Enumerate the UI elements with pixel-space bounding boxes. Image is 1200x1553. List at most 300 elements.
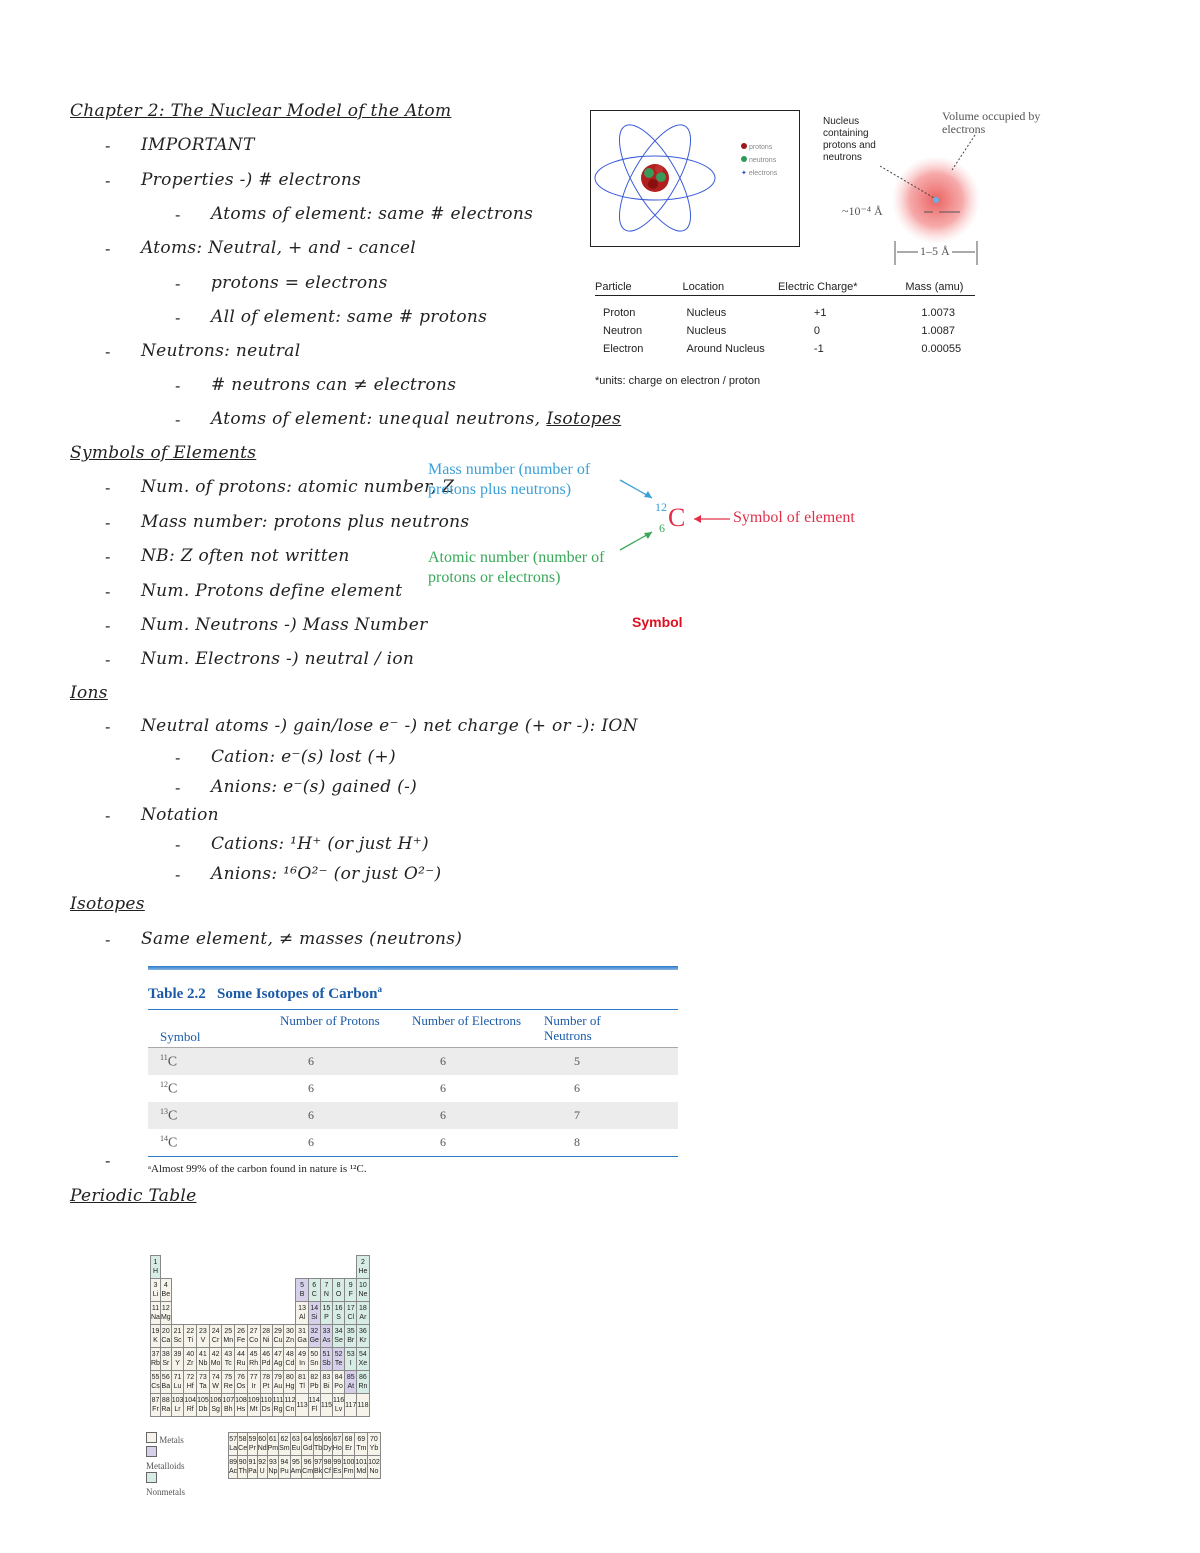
legend-metalloids: Metalloids bbox=[146, 1461, 185, 1471]
atomic-number: 118 bbox=[357, 1401, 369, 1409]
particle-cell: Proton bbox=[603, 307, 636, 319]
atomic-number: 21 bbox=[173, 1328, 182, 1335]
atomic-number: 110 bbox=[260, 1397, 272, 1404]
atomic-number: 93 bbox=[268, 1459, 277, 1466]
isotope-element: C bbox=[168, 1081, 178, 1097]
bullet-dash: - bbox=[105, 718, 111, 736]
element-cell bbox=[320, 1394, 332, 1417]
atomic-number: 55 bbox=[151, 1374, 160, 1381]
element-cell bbox=[357, 1302, 369, 1325]
atomic-number: 16 bbox=[334, 1305, 343, 1312]
element-cell bbox=[222, 1325, 235, 1348]
element-symbol: Bh bbox=[224, 1406, 233, 1413]
particle-cell: +1 bbox=[813, 307, 827, 319]
element-symbol: Cu bbox=[273, 1337, 283, 1344]
particle-cell: 0.00055 bbox=[921, 343, 962, 355]
element-cell bbox=[209, 1348, 222, 1371]
atomic-number: 2 bbox=[360, 1259, 365, 1266]
element-cell bbox=[308, 1348, 320, 1371]
empty-cell bbox=[272, 1302, 284, 1325]
element-symbol: Rn bbox=[358, 1383, 368, 1390]
element-symbol: B bbox=[299, 1291, 305, 1298]
element-symbol: Rh bbox=[249, 1360, 259, 1367]
atomic-number: 97 bbox=[314, 1459, 323, 1466]
isotope-neutrons-cell: 5 bbox=[574, 1054, 580, 1068]
note-text: Anions: ¹⁶O²⁻ (or just O²⁻) bbox=[211, 864, 442, 884]
atomic-number: 111 bbox=[272, 1397, 284, 1404]
particle-header-0: Particle bbox=[595, 281, 632, 293]
chapter-item bbox=[211, 273, 388, 293]
element-symbol: Md bbox=[356, 1468, 367, 1475]
element-symbol: Am bbox=[290, 1468, 302, 1475]
element-cell bbox=[272, 1371, 284, 1394]
atomic-number: 74 bbox=[211, 1374, 220, 1381]
element-symbol: Pu bbox=[280, 1468, 289, 1475]
element-cell bbox=[260, 1371, 272, 1394]
element-cell bbox=[333, 1279, 345, 1302]
element-cell bbox=[248, 1433, 258, 1456]
particle-cell: -1 bbox=[813, 343, 824, 355]
isotope-table-num: Table 2.2 bbox=[148, 986, 206, 1002]
element-cell bbox=[333, 1325, 345, 1348]
element-symbol: Os bbox=[236, 1383, 246, 1390]
element-symbol: O bbox=[335, 1291, 342, 1298]
element-symbol: Np bbox=[268, 1468, 278, 1475]
mass-number-label: Mass number (number of protons plus neutrons) bbox=[428, 461, 591, 498]
note-text: Atoms of element: same # electrons bbox=[211, 204, 534, 224]
atomic-number: 47 bbox=[274, 1351, 282, 1358]
element-cell bbox=[238, 1456, 248, 1479]
element-cell bbox=[296, 1348, 308, 1371]
element-cell bbox=[260, 1348, 272, 1371]
symbols-item bbox=[141, 477, 454, 497]
element-symbol: Er bbox=[345, 1445, 353, 1452]
atomic-number: 42 bbox=[211, 1351, 220, 1358]
element-symbol: Zr bbox=[186, 1360, 194, 1367]
periodic-row bbox=[151, 1325, 370, 1348]
element-cell bbox=[333, 1394, 345, 1417]
bullet-dash: - bbox=[175, 275, 181, 293]
element-cell bbox=[302, 1433, 314, 1456]
empty-cell bbox=[284, 1256, 296, 1279]
element-symbol: Dy bbox=[323, 1445, 332, 1452]
particle-cell: 1.0073 bbox=[921, 307, 955, 319]
atomic-number-label: Atomic number (number of protons or electrons) bbox=[428, 549, 605, 586]
legend-neutrons: neutrons bbox=[748, 157, 777, 164]
bullet-dash: - bbox=[175, 377, 181, 395]
empty-cell bbox=[284, 1279, 296, 1302]
element-symbol: Ar bbox=[359, 1314, 367, 1321]
empty-cell bbox=[345, 1256, 357, 1279]
element-cell bbox=[284, 1371, 296, 1394]
element-cell bbox=[296, 1394, 308, 1417]
isotope-protons-cell: 6 bbox=[308, 1108, 314, 1122]
atomic-number: 7 bbox=[324, 1282, 329, 1289]
element-symbol: Au bbox=[273, 1383, 283, 1390]
element-cell bbox=[290, 1433, 302, 1456]
atomic-number: 95 bbox=[291, 1459, 300, 1466]
legend-protons: protons bbox=[748, 144, 773, 151]
element-symbol: N bbox=[323, 1291, 329, 1298]
element-cell bbox=[171, 1348, 184, 1371]
atomic-number: 11 bbox=[151, 1305, 160, 1312]
empty-cell bbox=[260, 1279, 272, 1302]
element-cell bbox=[151, 1279, 161, 1302]
element-cell bbox=[257, 1456, 267, 1479]
legend-nonmetals: Nonmetals bbox=[146, 1487, 185, 1497]
element-symbol: Zn bbox=[285, 1337, 294, 1344]
element-symbol: Cm bbox=[302, 1468, 314, 1475]
element-symbol: Sm bbox=[279, 1445, 290, 1452]
isotope-mass: 11 bbox=[160, 1052, 168, 1062]
element-cell bbox=[151, 1325, 161, 1348]
element-symbol: Tb bbox=[314, 1445, 323, 1452]
element-symbol: Ho bbox=[332, 1445, 342, 1452]
note-text: Neutrons: neutral bbox=[141, 341, 301, 361]
atomic-number: 82 bbox=[310, 1374, 319, 1381]
element-symbol: Db bbox=[198, 1406, 208, 1413]
element-cell bbox=[279, 1456, 291, 1479]
atomic-number: 113 bbox=[296, 1401, 308, 1409]
element-cell bbox=[345, 1325, 357, 1348]
particle-footnote: *units: charge on electron / proton bbox=[595, 375, 761, 387]
note-text: Num. Protons define element bbox=[141, 581, 403, 601]
element-symbol: Br bbox=[347, 1337, 355, 1344]
chapter-item bbox=[141, 135, 255, 155]
atomic-number-value: 6 bbox=[659, 521, 665, 535]
element-cell bbox=[355, 1456, 368, 1479]
element-symbol: I bbox=[349, 1360, 352, 1367]
isotope-electrons-cell: 6 bbox=[440, 1135, 446, 1149]
element-cell bbox=[160, 1302, 171, 1325]
atomic-number: 115 bbox=[320, 1401, 332, 1409]
element-cell bbox=[357, 1348, 369, 1371]
empty-cell bbox=[171, 1279, 184, 1302]
ions-item bbox=[141, 716, 638, 736]
empty-cell bbox=[235, 1279, 248, 1302]
element-symbol: C bbox=[668, 503, 686, 532]
element-cell bbox=[235, 1348, 248, 1371]
element-cell bbox=[257, 1433, 267, 1456]
note-text: protons = electrons bbox=[211, 273, 388, 293]
bullet-dash: - bbox=[105, 807, 111, 825]
atomic-number: 40 bbox=[186, 1351, 195, 1358]
isotope-electrons-cell: 6 bbox=[440, 1081, 446, 1095]
element-symbol: S bbox=[336, 1314, 341, 1321]
atomic-number: 77 bbox=[249, 1374, 258, 1381]
symbols-item bbox=[141, 615, 428, 635]
size-small-label: ~10⁻⁴ Å bbox=[842, 204, 883, 218]
element-cell bbox=[248, 1456, 258, 1479]
element-cell bbox=[345, 1371, 357, 1394]
element-symbol: Kr bbox=[359, 1337, 367, 1344]
isotope-symbol bbox=[148, 1107, 280, 1125]
atomic-number: 84 bbox=[334, 1374, 343, 1381]
element-symbol: Al bbox=[298, 1314, 306, 1321]
isotope-mass: 13 bbox=[160, 1106, 168, 1116]
empty-cell bbox=[209, 1279, 222, 1302]
bullet-dash: - bbox=[105, 172, 111, 190]
legend-metals: Metals bbox=[159, 1435, 184, 1445]
note-text: Neutral atoms -) gain/lose e⁻ -) net charge (+ or -): ION bbox=[141, 716, 638, 736]
element-cell bbox=[308, 1279, 320, 1302]
atomic-number: 62 bbox=[280, 1436, 289, 1443]
empty-cell bbox=[320, 1256, 332, 1279]
empty-cell bbox=[171, 1302, 184, 1325]
element-cell bbox=[279, 1433, 291, 1456]
element-symbol: Fr bbox=[152, 1406, 159, 1413]
atomic-number: 101 bbox=[355, 1459, 368, 1466]
empty-cell bbox=[260, 1256, 272, 1279]
isotope-row bbox=[148, 1129, 678, 1156]
element-symbol: Cf bbox=[323, 1468, 331, 1475]
element-symbol: Ge bbox=[309, 1337, 319, 1344]
element-symbol: He bbox=[358, 1268, 368, 1275]
element-cell bbox=[308, 1302, 320, 1325]
atomic-number: 103 bbox=[171, 1397, 184, 1404]
atomic-number: 41 bbox=[199, 1351, 207, 1358]
isotope-header-neutrons: Number of Neutrons bbox=[544, 1013, 601, 1043]
atomic-number: 81 bbox=[298, 1374, 306, 1381]
atomic-number: 3 bbox=[153, 1282, 158, 1289]
element-cell bbox=[197, 1325, 210, 1348]
atomic-number: 78 bbox=[262, 1374, 270, 1381]
element-symbol: Hf bbox=[186, 1383, 194, 1390]
element-cell bbox=[320, 1348, 332, 1371]
element-symbol: Es bbox=[333, 1468, 342, 1475]
symbol-caption: Symbol bbox=[632, 614, 683, 630]
atomic-number: 37 bbox=[151, 1351, 160, 1358]
element-symbol: Cr bbox=[211, 1337, 220, 1344]
element-symbol: Tc bbox=[224, 1360, 232, 1367]
element-cell bbox=[345, 1302, 357, 1325]
isotope-element: C bbox=[168, 1135, 178, 1151]
element-cell bbox=[368, 1456, 381, 1479]
element-cell bbox=[357, 1256, 369, 1279]
element-symbol: Na bbox=[151, 1314, 160, 1321]
element-symbol: Mn bbox=[223, 1337, 234, 1344]
atomic-number: 63 bbox=[291, 1436, 300, 1443]
element-cell bbox=[272, 1325, 284, 1348]
atomic-number: 67 bbox=[333, 1436, 342, 1443]
periodic-row bbox=[151, 1394, 370, 1417]
note-text: All of element: same # protons bbox=[211, 307, 488, 327]
atomic-number: 17 bbox=[346, 1305, 355, 1312]
atomic-number: 68 bbox=[344, 1436, 353, 1443]
bullet-dash: - bbox=[105, 137, 111, 155]
element-symbol: Rf bbox=[186, 1406, 194, 1413]
empty-cell bbox=[184, 1256, 197, 1279]
atomic-number: 66 bbox=[323, 1436, 332, 1443]
empty-cell bbox=[197, 1279, 210, 1302]
isotope-neutrons-cell: 7 bbox=[574, 1108, 580, 1122]
element-cell bbox=[197, 1394, 210, 1417]
atomic-number: 92 bbox=[258, 1459, 267, 1466]
element-symbol: Fm bbox=[343, 1468, 354, 1475]
atomic-number: 89 bbox=[229, 1459, 237, 1466]
atomic-number: 43 bbox=[224, 1351, 233, 1358]
atomic-number: 109 bbox=[247, 1397, 260, 1404]
empty-cell bbox=[308, 1256, 320, 1279]
element-cell bbox=[308, 1325, 320, 1348]
element-cell bbox=[222, 1371, 235, 1394]
atomic-number: 86 bbox=[359, 1374, 367, 1381]
empty-cell bbox=[284, 1302, 296, 1325]
element-symbol: P bbox=[324, 1314, 329, 1321]
chapter-item bbox=[141, 238, 416, 258]
isotopes-heading: Isotopes bbox=[70, 894, 145, 914]
note-text: Atoms of element: unequal neutrons, bbox=[211, 409, 541, 429]
chapter-item bbox=[211, 204, 533, 224]
particle-header-2: Electric Charge* bbox=[778, 281, 858, 293]
isotope-symbol bbox=[148, 1080, 280, 1098]
note-text: Atoms: Neutral, + and - cancel bbox=[141, 238, 417, 258]
ions-item bbox=[211, 777, 417, 797]
element-symbol: Ta bbox=[199, 1383, 207, 1390]
element-symbol: Pa bbox=[248, 1468, 257, 1475]
atomic-number: 19 bbox=[151, 1328, 160, 1335]
atomic-number: 91 bbox=[248, 1459, 257, 1466]
element-cell bbox=[222, 1348, 235, 1371]
atomic-number: 39 bbox=[173, 1351, 182, 1358]
bullet-dash: - bbox=[105, 931, 111, 949]
element-cell bbox=[151, 1302, 161, 1325]
element-cell bbox=[267, 1433, 279, 1456]
element-symbol: Mo bbox=[210, 1360, 221, 1367]
atomic-number: 4 bbox=[163, 1282, 168, 1289]
isotopes-item bbox=[141, 929, 462, 949]
element-cell bbox=[247, 1325, 260, 1348]
element-symbol: Ag bbox=[273, 1360, 283, 1367]
element-symbol: Bi bbox=[323, 1383, 330, 1390]
element-symbol: Ca bbox=[161, 1337, 171, 1344]
periodic-row bbox=[151, 1348, 370, 1371]
atomic-number: 56 bbox=[161, 1374, 170, 1381]
note-text: Cations: ¹H⁺ (or just H⁺) bbox=[211, 834, 429, 854]
element-cell bbox=[284, 1348, 296, 1371]
element-symbol: Sr bbox=[162, 1360, 170, 1367]
element-symbol: Lr bbox=[174, 1406, 181, 1413]
note-text: Notation bbox=[141, 805, 219, 825]
atomic-number: 30 bbox=[286, 1328, 294, 1335]
element-cell bbox=[247, 1394, 260, 1417]
particle-row bbox=[595, 322, 975, 340]
note-text: Num. Electrons -) neutral / ion bbox=[141, 649, 415, 669]
symbols-item bbox=[141, 512, 469, 532]
particle-cell: Electron bbox=[603, 343, 644, 355]
element-cell bbox=[247, 1348, 260, 1371]
atomic-number: 27 bbox=[249, 1328, 258, 1335]
element-symbol: Hg bbox=[285, 1383, 295, 1390]
atom-figure: protons neutrons ✦ electrons bbox=[590, 110, 800, 247]
element-cell bbox=[323, 1456, 333, 1479]
particle-header-1: Location bbox=[682, 281, 725, 293]
particle-table bbox=[595, 281, 975, 387]
element-symbol: C bbox=[311, 1291, 317, 1298]
element-symbol: Fe bbox=[236, 1337, 246, 1344]
particle-cell: Nucleus bbox=[686, 307, 727, 319]
bullet-dash: - bbox=[175, 836, 181, 854]
atomic-number: 99 bbox=[333, 1459, 342, 1466]
atomic-number: 102 bbox=[368, 1459, 380, 1466]
isotope-header-symbol: Symbol bbox=[160, 1029, 201, 1044]
element-symbol: No bbox=[369, 1468, 379, 1475]
element-symbol: K bbox=[153, 1337, 158, 1344]
periodic-legend bbox=[146, 1432, 185, 1498]
atomic-number: 88 bbox=[161, 1397, 170, 1404]
element-cell bbox=[296, 1325, 308, 1348]
atomic-number: 58 bbox=[238, 1436, 247, 1443]
element-cell bbox=[296, 1371, 308, 1394]
atomic-number: 75 bbox=[224, 1374, 233, 1381]
atomic-number: 10 bbox=[359, 1282, 367, 1289]
element-symbol: Lv bbox=[334, 1406, 343, 1413]
atomic-number: 100 bbox=[342, 1459, 355, 1466]
element-symbol: Mt bbox=[249, 1406, 258, 1413]
element-cell bbox=[160, 1394, 171, 1417]
atomic-number: 24 bbox=[211, 1328, 220, 1335]
empty-cell bbox=[260, 1302, 272, 1325]
element-symbol: Rg bbox=[273, 1406, 283, 1413]
atomic-number: 44 bbox=[237, 1351, 245, 1358]
element-symbol: Ga bbox=[297, 1337, 307, 1344]
symbols-item bbox=[141, 581, 402, 601]
element-symbol: Cd bbox=[285, 1360, 295, 1367]
particle-header-3: Mass (amu) bbox=[905, 281, 964, 293]
element-cell bbox=[332, 1456, 342, 1479]
element-symbol: Be bbox=[161, 1291, 171, 1298]
element-symbol: Si bbox=[311, 1314, 318, 1321]
element-symbol: F bbox=[348, 1291, 353, 1298]
element-symbol: Fl bbox=[311, 1406, 318, 1413]
element-cell bbox=[345, 1394, 357, 1417]
element-cell bbox=[320, 1371, 332, 1394]
atomic-number: 60 bbox=[258, 1436, 267, 1443]
atomic-number: 106 bbox=[209, 1397, 222, 1404]
element-cell bbox=[184, 1348, 197, 1371]
element-symbol: Pr bbox=[248, 1445, 256, 1452]
element-cell bbox=[323, 1433, 333, 1456]
isotope-table bbox=[148, 966, 678, 1175]
isotope-element: C bbox=[168, 1108, 178, 1124]
element-cell bbox=[209, 1394, 222, 1417]
element-cell bbox=[342, 1456, 355, 1479]
bullet-dash: - bbox=[175, 866, 181, 884]
element-symbol: H bbox=[152, 1268, 158, 1275]
note-text: Properties -) # electrons bbox=[141, 170, 362, 190]
periodic-row bbox=[151, 1302, 370, 1325]
element-cell bbox=[229, 1433, 238, 1456]
empty-cell bbox=[222, 1302, 235, 1325]
atomic-number: 8 bbox=[336, 1282, 341, 1289]
ions-item bbox=[211, 864, 442, 884]
element-symbol: W bbox=[212, 1383, 219, 1390]
element-cell bbox=[302, 1456, 314, 1479]
note-text: Num. of protons: atomic number, Z bbox=[141, 477, 455, 497]
particle-row bbox=[595, 340, 975, 358]
periodic-row bbox=[151, 1279, 370, 1302]
element-cell bbox=[345, 1279, 357, 1302]
element-symbol: Ti bbox=[187, 1337, 193, 1344]
atomic-number: 38 bbox=[161, 1351, 170, 1358]
element-symbol: As bbox=[322, 1337, 331, 1344]
element-cell bbox=[296, 1279, 308, 1302]
element-cell bbox=[296, 1302, 308, 1325]
isotope-electrons-cell: 6 bbox=[440, 1054, 446, 1068]
element-cell bbox=[171, 1371, 184, 1394]
element-symbol: Yb bbox=[369, 1445, 379, 1452]
isotope-mass: 14 bbox=[160, 1133, 168, 1143]
